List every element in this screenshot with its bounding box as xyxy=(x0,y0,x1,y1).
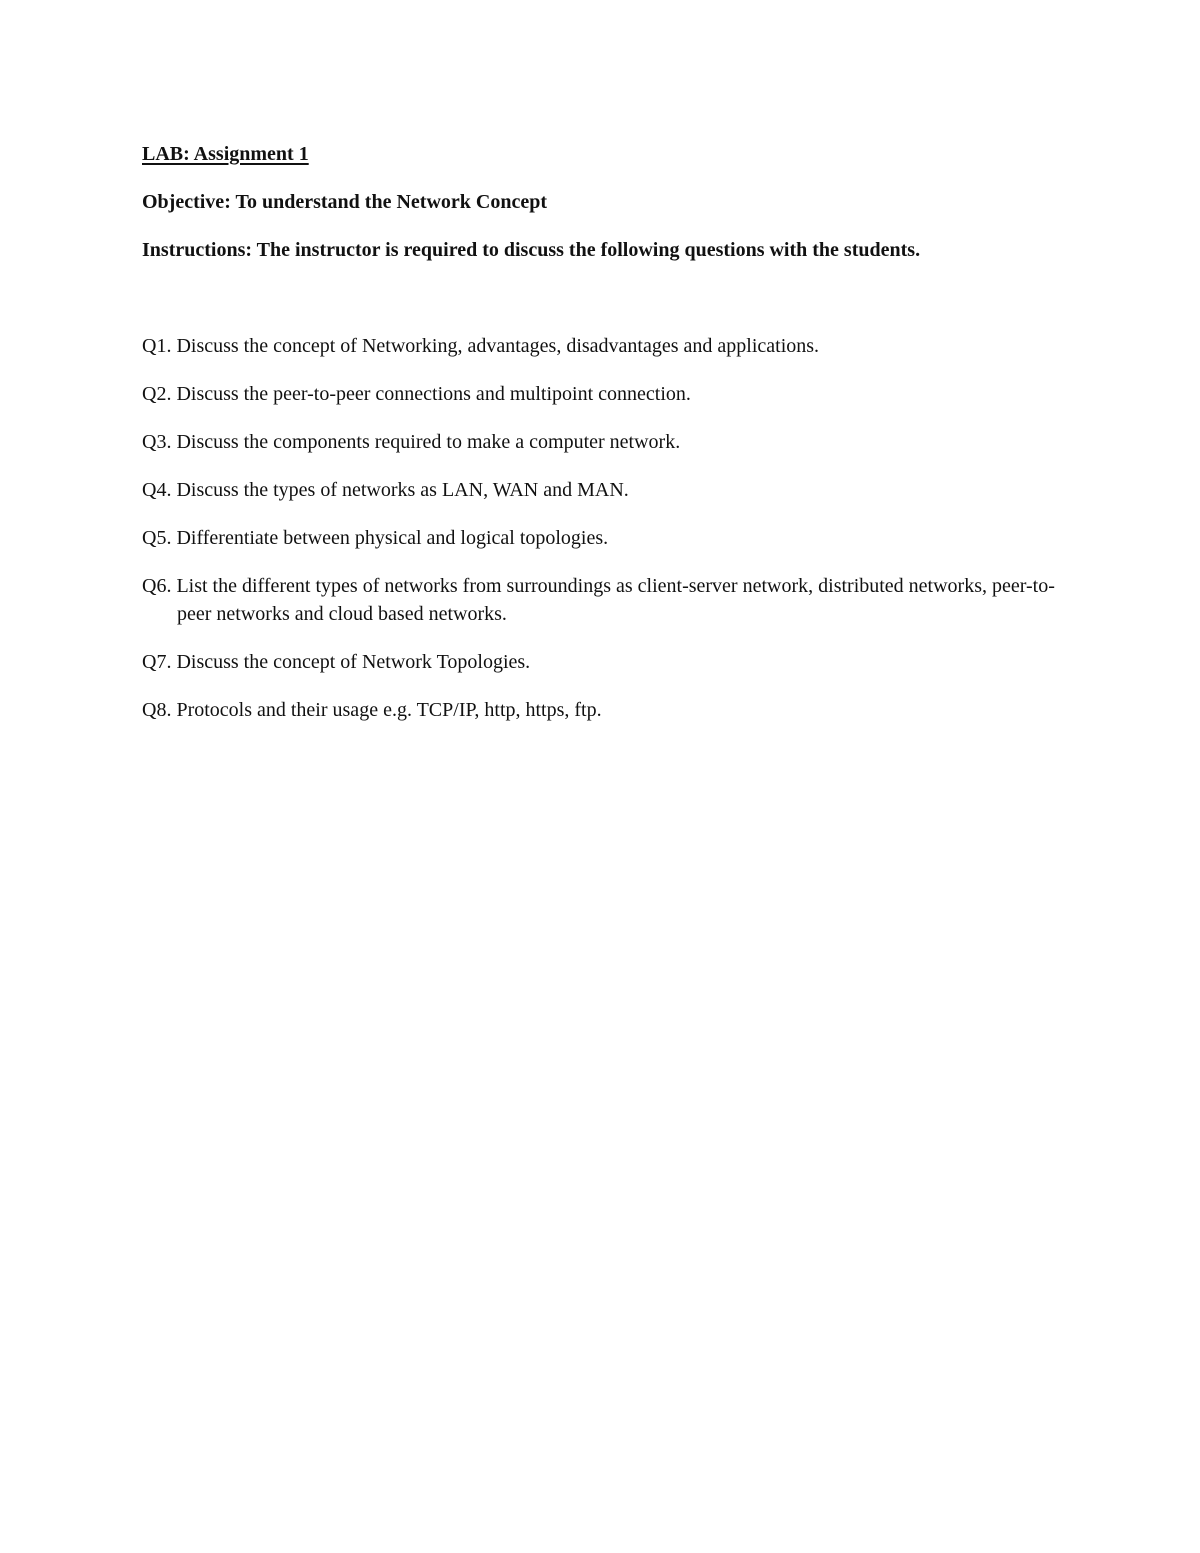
objective-line: Objective: To understand the Network Concept xyxy=(142,191,547,213)
question-item-6: Q6. List the different types of networks from surroundings as client-server network, distributed networks, peer-to-peer networks and cloud based networks. xyxy=(142,575,1055,625)
question-item-5: Q5. Differentiate between physical and logical topologies. xyxy=(142,527,609,549)
question-list xyxy=(142,332,1082,724)
assignment-title: LAB: Assignment 1 xyxy=(142,143,309,165)
question-item-2: Q2. Discuss the peer-to-peer connections and multipoint connection. xyxy=(142,383,691,405)
question-item-4: Q4. Discuss the types of networks as LAN, WAN and MAN. xyxy=(142,479,629,501)
question-item-1: Q1. Discuss the concept of Networking, advantages, disadvantages and applications. xyxy=(142,335,820,357)
document-content xyxy=(142,140,1082,744)
question-item-3: Q3. Discuss the components required to make a computer network. xyxy=(142,431,681,453)
question-item-7: Q7. Discuss the concept of Network Topologies. xyxy=(142,651,531,673)
question-item-8: Q8. Protocols and their usage e.g. TCP/IP, http, https, ftp. xyxy=(142,699,602,721)
instructions-line: Instructions: The instructor is required to discuss the following questions with the students. xyxy=(142,239,921,261)
